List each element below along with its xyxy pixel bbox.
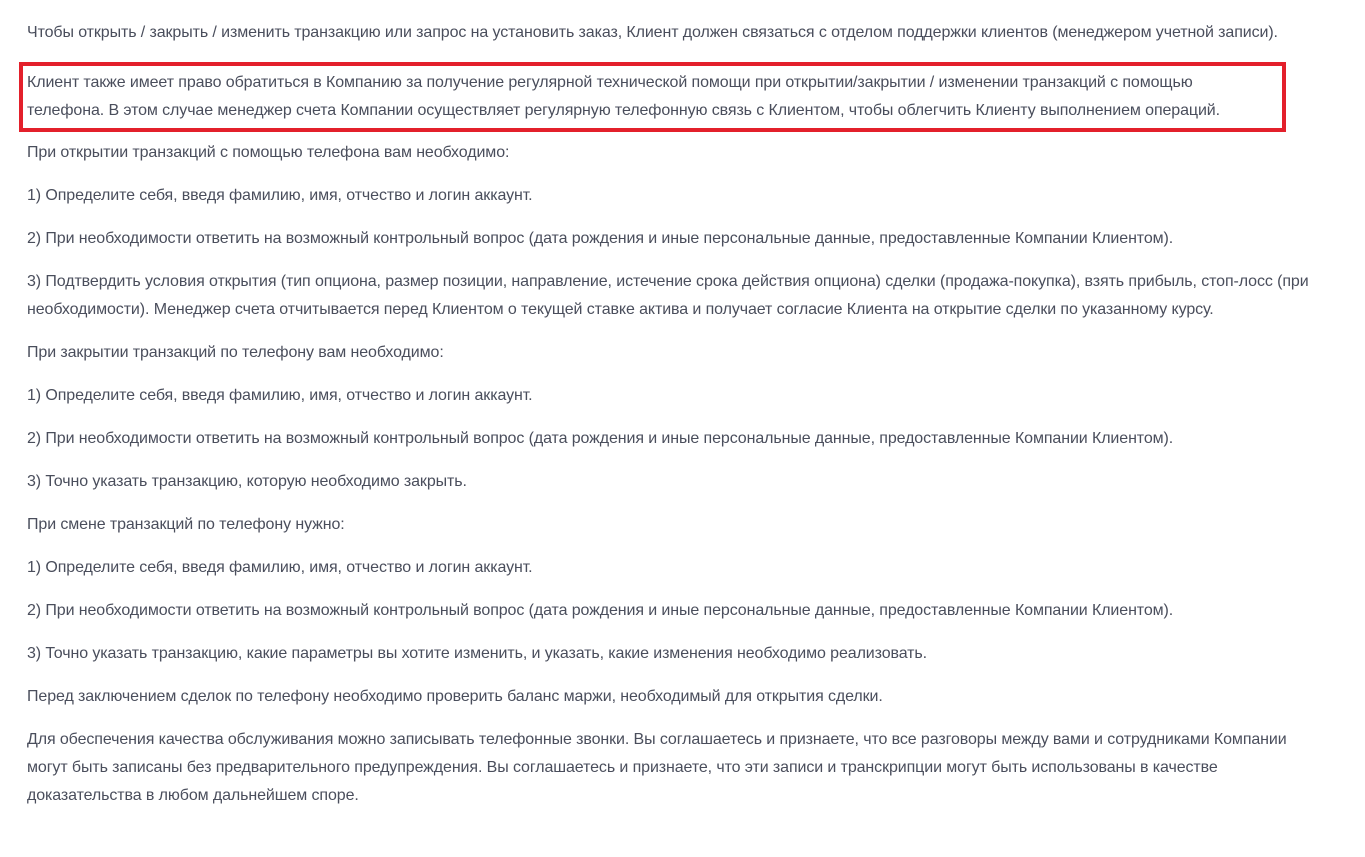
paragraph-closing-heading: При закрытии транзакций по телефону вам необходимо: — [27, 344, 444, 361]
paragraph-opening-step-3: 3) Подтвердить условия открытия (тип опциона, размер позиции, направление, истечение срока действия опциона) сделки (продажа-покупка), взять прибыль, стоп-лосс (при необходимости). Менеджер счета отчитывается перед Клиентом о текущей ставке актива и получает согласие Клиента на открытие сделки по указанному курсу. — [27, 273, 1309, 318]
paragraph-change-heading: При смене транзакций по телефону нужно: — [27, 516, 345, 533]
document-body — [27, 19, 1327, 825]
paragraph-opening-heading: При открытии транзакций с помощью телефона вам необходимо: — [27, 144, 510, 161]
paragraph-closing-step-2: 2) При необходимости ответить на возможный контрольный вопрос (дата рождения и иные персональные данные, предоставленные Компании Клиентом). — [27, 430, 1174, 447]
paragraph-change-step-1: 1) Определите себя, введя фамилию, имя, отчество и логин аккаунт. — [27, 559, 533, 576]
paragraph-call-recording: Для обеспечения качества обслуживания можно записывать телефонные звонки. Вы соглашаетесь и признаете, что все разговоры между вами и сотрудниками Компании могут быть записаны без предварительного предупреждения. Вы соглашаетесь и признаете, что эти записи и транскрипции могут быть использованы в качестве доказательства в любом дальнейшем споре. — [27, 731, 1287, 804]
paragraph-highlighted: Клиент также имеет право обратиться в Компанию за получение регулярной технической помощи при открытии/закрытии / изменении транзакций с помощью телефона. В этом случае менеджер счета Компании осуществляет регулярную телефонную связь с Клиентом, чтобы облегчить Клиенту выполнением операций. — [27, 74, 1220, 119]
paragraph-closing-step-3: 3) Точно указать транзакцию, которую необходимо закрыть. — [27, 473, 467, 490]
paragraph-opening-step-2: 2) При необходимости ответить на возможный контрольный вопрос (дата рождения и иные персональные данные, предоставленные Компании Клиентом). — [27, 230, 1174, 247]
paragraph-change-step-2: 2) При необходимости ответить на возможный контрольный вопрос (дата рождения и иные персональные данные, предоставленные Компании Клиентом). — [27, 602, 1174, 619]
paragraph-intro: Чтобы открыть / закрыть / изменить транзакцию или запрос на установить заказ, Клиент должен связаться с отделом поддержки клиентов (менеджером учетной записи). — [27, 24, 1278, 41]
highlighted-paragraph-box — [19, 62, 1286, 132]
paragraph-closing-step-1: 1) Определите себя, введя фамилию, имя, отчество и логин аккаунт. — [27, 387, 533, 404]
paragraph-margin-check: Перед заключением сделок по телефону необходимо проверить баланс маржи, необходимый для открытия сделки. — [27, 688, 883, 705]
paragraph-change-step-3: 3) Точно указать транзакцию, какие параметры вы хотите изменить, и указать, какие изменения необходимо реализовать. — [27, 645, 927, 662]
paragraph-opening-step-1: 1) Определите себя, введя фамилию, имя, отчество и логин аккаунт. — [27, 187, 533, 204]
